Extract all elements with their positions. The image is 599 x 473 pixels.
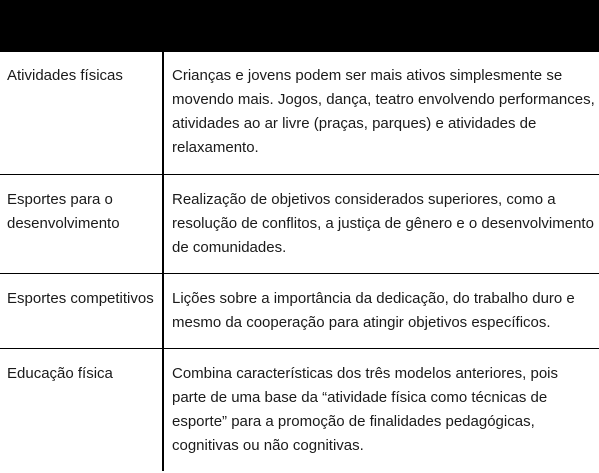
row-description: Realização de objetivos considerados superiores, como a resolução de conflitos, a justiça de gênero e o desenvolvimento de comunidades. (163, 175, 599, 274)
table-row (0, 274, 599, 349)
table-row (0, 175, 599, 274)
table-row (0, 349, 599, 472)
sport-models-table (0, 51, 599, 471)
row-description: Crianças e jovens podem ser mais ativos simplesmente se movendo mais. Jogos, dança, teatro envolvendo performances, atividades ao ar livre (praças, parques) e atividades de relaxamento. (163, 51, 599, 175)
table-row (0, 51, 599, 175)
row-description: Lições sobre a importância da dedicação, do trabalho duro e mesmo da cooperação para atingir objetivos específicos. (163, 274, 599, 349)
row-label: Educação física (0, 349, 163, 472)
row-label: Esportes para o desenvolvimento (0, 175, 163, 274)
row-label: Esportes competitivos (0, 274, 163, 349)
table-header-bar (0, 0, 599, 52)
row-label: Atividades físicas (0, 51, 163, 175)
row-description: Combina características dos três modelos anteriores, pois parte de uma base da “atividade física como técnicas de esporte” para a promoção de finalidades pedagógicas, cognitivas ou não cognitivas. (163, 349, 599, 472)
